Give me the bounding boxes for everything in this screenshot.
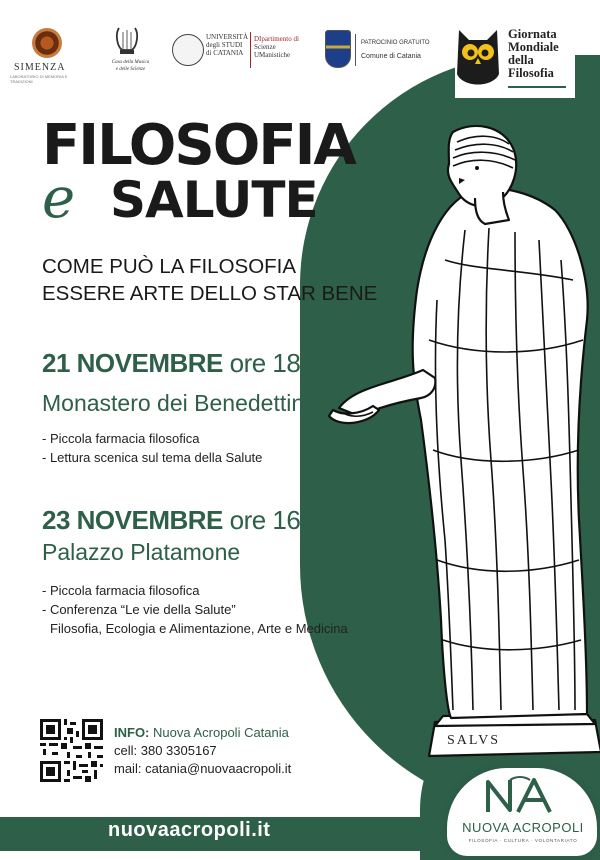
- subtitle-line1: COME PUÒ LA FILOSOFIA: [42, 255, 297, 278]
- casa-musica-line1: Casa della Musica: [111, 60, 150, 65]
- event-2-item: - Piccola farmacia filosofica: [42, 583, 200, 598]
- event-1-items: [42, 430, 262, 468]
- qr-code-icon[interactable]: [40, 719, 103, 782]
- disum-line1: DIpartimento di: [254, 35, 299, 43]
- event-2-day: 23 NOVEMBRE: [42, 505, 223, 535]
- owl-icon: [453, 22, 503, 94]
- nuova-acropoli-logo-icon: [480, 776, 560, 816]
- subtitle-line2: ESSERE ARTE DELLO STAR BENE: [42, 282, 378, 306]
- disum-line2: Scienze: [254, 43, 276, 52]
- gmf-underline: [508, 86, 566, 88]
- event-1-date: [42, 350, 335, 376]
- mail-line: [114, 760, 291, 778]
- comune-name: Comune di Catania: [361, 53, 421, 60]
- event-2-item: Filosofia, Ecologia e Alimentazione, Arte e Medicina: [50, 620, 348, 636]
- info-org: Nuova Acropoli Catania: [153, 725, 289, 740]
- unict-line2: degli STUDI: [206, 41, 243, 50]
- unict-line3: di CATANIA: [206, 49, 244, 58]
- event-1-item: - Piccola farmacia filosofica: [42, 431, 200, 446]
- simenza-name: SIMENZA: [14, 62, 66, 73]
- logo-divider: [355, 34, 356, 66]
- title-line1: FILOSOFIA: [42, 113, 355, 178]
- event-1-item: - Lettura scenica sul tema della Salute: [42, 449, 263, 465]
- casa-musica-line2: e delle Scienze: [115, 66, 146, 72]
- logo-divider: [250, 32, 251, 68]
- nuova-acropoli-tagline: FILOSOFIA · CULTURA · VOLONTARIATO: [468, 838, 578, 843]
- phone-label: cell:: [114, 743, 138, 759]
- event-1-place: Monastero dei Benedettini: [42, 390, 310, 416]
- info-block: [114, 724, 291, 779]
- phone-number[interactable]: 380 3305167: [140, 743, 217, 759]
- event-1-day: 21 NOVEMBRE: [42, 348, 223, 378]
- mail-address[interactable]: catania@nuovaacropoli.it: [145, 761, 292, 777]
- phone-line: [114, 742, 291, 760]
- event-2-time: ore 16:30: [229, 505, 335, 535]
- event-2-items: [42, 582, 348, 639]
- subtitle: [42, 253, 377, 307]
- footer-url-link[interactable]: nuovaacropoli.it: [108, 819, 271, 841]
- event-2-item: - Conferenza “Le vie della Salute”: [42, 601, 236, 617]
- unict-logo-text: [206, 33, 248, 57]
- event-2-place: Palazzo Platamone: [42, 539, 241, 565]
- gmf-line1: Giornata: [508, 27, 557, 41]
- title-e: e: [42, 166, 76, 231]
- gmf-line2: Mondiale: [508, 40, 559, 55]
- simenza-tagline: LABORATORIO DI MEMORIA E TRADIZIONI: [10, 74, 68, 84]
- title-line2: SALUTE: [110, 171, 318, 229]
- unict-line1: UNIVERSITÀ: [206, 33, 248, 41]
- casa-musica-logo-text: [108, 60, 153, 73]
- catania-crest-icon: [325, 30, 351, 68]
- statue-inscription: SALVS: [447, 733, 501, 748]
- disum-logo-text: [254, 35, 299, 59]
- logos-row: [0, 0, 600, 100]
- nuova-acropoli-name: NUOVA ACROPOLI: [462, 820, 584, 835]
- disum-line3: UManistiche: [254, 51, 291, 60]
- simenza-logo-icon: [32, 28, 62, 58]
- mail-label: mail:: [114, 761, 142, 777]
- statue-illustration: [325, 120, 600, 760]
- gmf-line4: Filosofia: [508, 66, 554, 81]
- lyre-icon: [113, 24, 141, 56]
- unict-seal-icon: [172, 34, 204, 66]
- patrocinio-text: PATROCINIO GRATUITO: [361, 40, 430, 46]
- event-1-time: ore 18:00: [229, 348, 335, 378]
- gmf-logo-text: [508, 28, 559, 81]
- info-label: INFO:: [114, 725, 150, 740]
- info-line: [114, 724, 291, 742]
- gmf-line3: della: [508, 53, 534, 68]
- event-2-date: [42, 507, 335, 533]
